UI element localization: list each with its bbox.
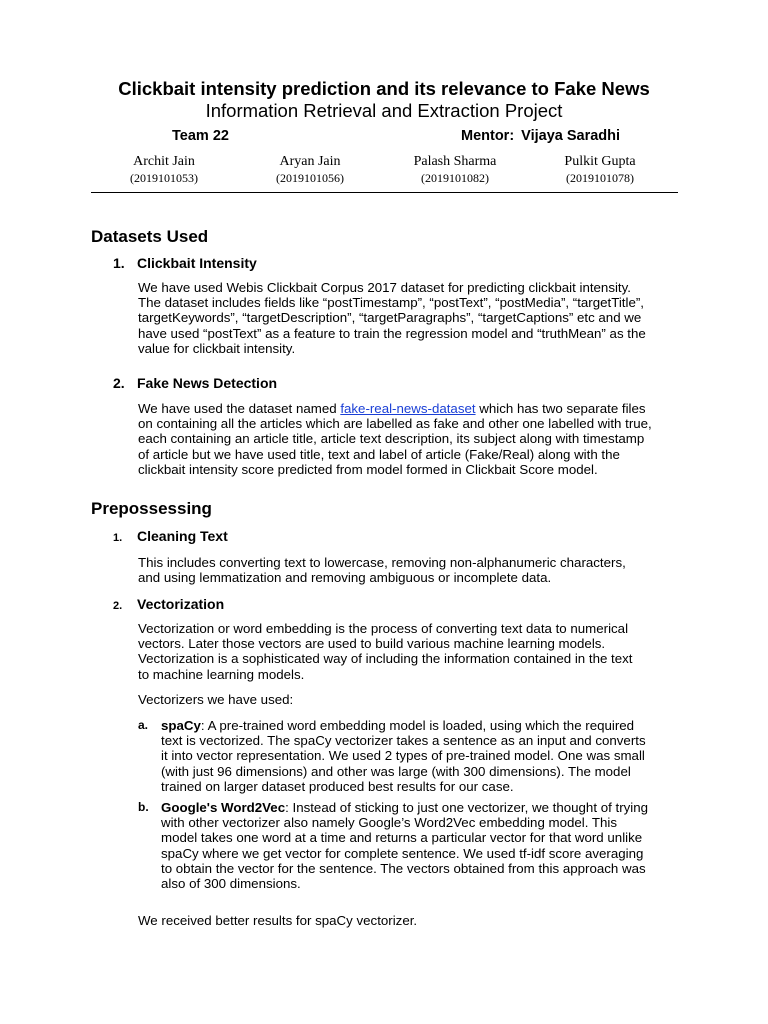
author-4 (530, 153, 670, 186)
text-line: This includes converting text to lowercase, removing non-alphanumeric characters, (138, 555, 626, 570)
author-id: (2019101078) (566, 171, 634, 185)
author-name: Aryan Jain (279, 154, 341, 169)
subsection-heading-clickbait (113, 255, 257, 271)
author-1 (94, 153, 234, 186)
header-divider (91, 192, 678, 193)
subsection-heading-fake-news (113, 375, 277, 391)
text-fragment: : Instead of sticking to just one vectorizer, we thought of trying (285, 800, 649, 815)
subsection-title: Fake News Detection (137, 375, 278, 391)
subsection-number: 2. (113, 600, 123, 612)
text-line: (with just 96 dimensions) and other was large (with 300 dimensions). The model (161, 763, 631, 779)
author-3 (385, 153, 525, 186)
paragraph-cleaning (138, 555, 676, 585)
text-line: each containing an article title, article text description, its subject along with timestamp (138, 431, 645, 447)
text-line: The dataset includes fields like “postTimestamp”, “postText”, “postMedia”, “targetTitle”, (138, 295, 644, 311)
vectorizer-description (161, 718, 676, 794)
text-line: vectors. Later those vectors are used to build various machine learning models. (138, 636, 606, 652)
list-marker: a. (138, 718, 149, 732)
text-line: on containing all the articles which are labelled as fake and other one labelled with true, (138, 416, 652, 432)
dataset-link[interactable]: fake-real-news-dataset (340, 401, 476, 416)
paragraph-fake-news (138, 401, 676, 477)
text-line: trained on larger dataset produced best results for our case. (161, 778, 514, 794)
text-fragment: which has two separate files (475, 401, 646, 416)
author-id: (2019101082) (421, 171, 489, 185)
text-line: to machine learning models. (138, 666, 305, 682)
paragraph-vectorization (138, 621, 676, 682)
vectorization-conclusion (138, 913, 676, 928)
mentor-line (461, 128, 620, 144)
author-name: Archit Jain (133, 154, 195, 169)
text-fragment: : A pre-trained word embedding model is loaded, using which the required (200, 718, 635, 733)
author-name: Palash Sharma (413, 154, 497, 169)
author-2 (240, 153, 380, 186)
subsection-heading-vectorization (113, 596, 224, 612)
subsection-heading-cleaning (113, 528, 228, 544)
paragraph-clickbait (138, 280, 676, 356)
vectorizer-description (161, 800, 676, 891)
subsection-number: 1. (113, 255, 125, 271)
author-name: Pulkit Gupta (564, 154, 636, 169)
vectorizer-name: spaCy (161, 718, 201, 733)
text-line: clickbait intensity score predicted from model formed in Clickbait Score model. (138, 461, 598, 477)
subsection-number: 2. (113, 375, 125, 391)
author-id: (2019101053) (130, 171, 198, 185)
subsection-title: Vectorization (137, 596, 225, 612)
text-line: text is vectorized. The spaCy vectorizer takes a sentence as an input and converts (161, 733, 646, 749)
text-line: also of 300 dimensions. (161, 876, 301, 892)
list-marker: b. (138, 800, 149, 814)
text-line: to obtain the vector for the sentence. The vectors obtained from this approach was (161, 860, 646, 876)
subsection-number: 1. (113, 532, 123, 544)
paper-title: Clickbait intensity prediction and its relevance to Fake News (118, 78, 650, 99)
text-line: and using lemmatization and removing ambiguous or incomplete data. (138, 570, 552, 586)
text-fragment: We have used the dataset named (138, 401, 341, 416)
text-line: We have used Webis Clickbait Corpus 2017 dataset for predicting clickbait intensity. (138, 280, 631, 295)
text-line: value for clickbait intensity. (138, 340, 296, 356)
text-line: of article but we have used title, text and label of article (Fake/Real) along with the (138, 446, 620, 462)
text-line: targetKeywords”, “targetDescription”, “targetParagraphs”, “targetCaptions” etc and we (138, 310, 642, 326)
text-line: it into vector representation. We used 2 types of pre-trained model. One was small (161, 748, 645, 764)
team-label: Team 22 (172, 128, 229, 144)
text-line (161, 718, 676, 733)
text-line (161, 800, 676, 815)
text-line: have used “postText” as a feature to train the regression model and “truthMean” as the (138, 325, 646, 341)
text-line: We received better results for spaCy vectorizer. (138, 913, 418, 928)
text-line: Vectorizers we have used: (138, 692, 294, 707)
subsection-title: Clickbait Intensity (137, 255, 257, 271)
mentor-name: Vijaya Saradhi (521, 128, 621, 144)
text-line: with other vectorizer also namely Google’s Word2Vec embedding model. This (161, 815, 618, 831)
section-heading-preprocessing: Prepossessing (91, 499, 212, 518)
text-line: spaCy where we get vector for complete sentence. We used tf-idf score averaging (161, 845, 644, 861)
paper-subtitle: Information Retrieval and Extraction Project (205, 100, 563, 121)
vectorizer-name: Google's Word2Vec (161, 800, 286, 815)
section-heading-datasets: Datasets Used (91, 227, 209, 246)
text-line: model takes one word at a time and returns a particular vector for that word unlike (161, 830, 643, 846)
vectorizers-intro (138, 692, 676, 707)
text-line: Vectorization or word embedding is the process of converting text data to numerical (138, 621, 629, 636)
subsection-title: Cleaning Text (137, 528, 228, 544)
author-id: (2019101056) (276, 171, 344, 185)
text-line: Vectorization is a sophisticated way of including the information contained in the text (138, 651, 633, 667)
mentor-label: Mentor: (461, 128, 515, 144)
text-line (138, 401, 676, 416)
